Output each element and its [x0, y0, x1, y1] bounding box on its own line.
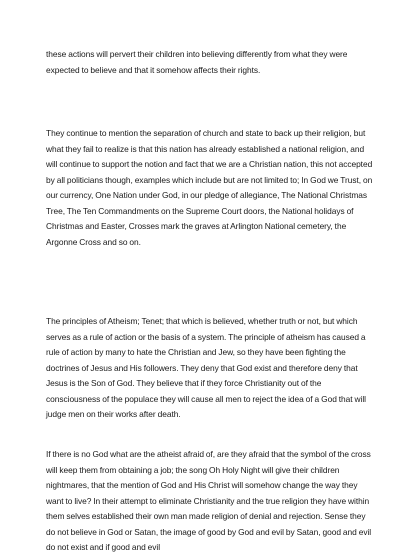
paragraph-1: these actions will pervert their children into believing differently from what they were expected to believe and that it somehow affects their rights. — [46, 49, 348, 75]
paragraph-2: They continue to mention the separation of church and state to back up their religion, but what they fail to realize is that this nation has already established a national religion, and will continue to support the notion and fact that we are a Christian nation, this not accepted by all politicians though, examples which include but are not limited to; In God we Trust, on our currency, One Nation under God, in our pledge of allegiance, The National Christmas Tree, The Ten Commandments on the Supreme Court doors, the National holidays of Christmas and Easter, Crosses mark the graves at Arlington National cemetery, the Argonne Cross and so on. — [46, 128, 373, 247]
paragraph-4: If there is no God what are the atheist afraid of, are they afraid that the symbol of the cross will keep them from obtaining a job; the song Oh Holy Night will give their children nightmares, that the mention of God and His Christ will somehow change the way they want to live? In their attempt to eliminate Christianity and the true religion they have within them selves established their own man made religion of denial and rejection. Sense they do not believe in God or Satan, the image of good by God and evil by Satan, good and evil do not exist and if good and evil — [46, 449, 372, 552]
paragraph-3: The principles of Atheism; Tenet; that which is believed, whether truth or not, but which serves as a rule of action or the basis of a system. The principle of atheism has caused a rule of action by many to hate the Christian and Jew, so they have been fighting the doctrines of Jesus and His followers. They deny that God exist and therefore deny that Jesus is the Son of God. They believe that if they force Christianity out of the consciousness of the populace they will cause all men to reject the idea of a God that will judge men on their works after death. — [46, 316, 366, 419]
